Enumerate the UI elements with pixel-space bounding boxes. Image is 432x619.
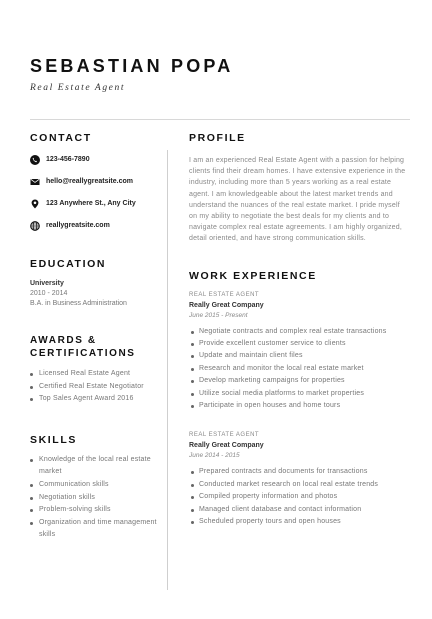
phone-icon xyxy=(30,155,40,165)
education-years: 2010 - 2014 xyxy=(30,290,68,297)
education-degree: B.A. in Business Administration xyxy=(30,300,127,307)
section-gap xyxy=(30,232,160,258)
job-duty: Conducted market research on local real estate trends xyxy=(189,479,407,491)
job-duty: Compiled property information and photos xyxy=(189,491,407,503)
job-duties-list xyxy=(189,326,407,413)
job-duty: Managed client database and contact information xyxy=(189,504,407,516)
job-duties-list xyxy=(189,466,407,528)
job-company: Really Great Company xyxy=(189,442,264,450)
right-column xyxy=(189,132,407,529)
skill-item: Problem-solving skills xyxy=(30,504,160,517)
candidate-title: Real Estate Agent xyxy=(30,83,126,93)
job-duty: Prepared contracts and documents for transactions xyxy=(189,466,407,478)
experience-heading: WORK EXPERIENCE xyxy=(189,269,317,282)
column-divider xyxy=(167,150,168,590)
job-duty: Utilize social media platforms to market properties xyxy=(189,388,407,400)
job-role: REAL ESTATE AGENT xyxy=(189,291,260,298)
contact-website-text: reallygreatsite.com xyxy=(46,222,110,229)
job-duty: Negotiate contracts and complex real estate transactions xyxy=(189,326,407,338)
left-column xyxy=(30,132,160,542)
skills-heading: SKILLS xyxy=(30,433,77,446)
award-item: Licensed Real Estate Agent xyxy=(30,368,160,381)
awards-heading xyxy=(30,334,160,360)
awards-heading-line-1: AWARDS & xyxy=(30,335,97,346)
contact-heading: CONTACT xyxy=(30,132,92,144)
job-dates: June 2015 - Present xyxy=(189,311,248,319)
profile-heading: PROFILE xyxy=(189,132,246,144)
contact-website xyxy=(30,220,160,232)
job-duty: Research and monitor the local real estate market xyxy=(189,363,407,375)
job-duty: Participate in open houses and home tours xyxy=(189,400,407,412)
skill-item: Communication skills xyxy=(30,479,160,492)
contact-list xyxy=(30,154,160,232)
job-duty: Scheduled property tours and open houses xyxy=(189,516,407,528)
contact-email-text: hello@reallygreatsite.com xyxy=(46,178,133,185)
candidate-name: SEBASTIAN POPA xyxy=(30,56,234,76)
skills-list xyxy=(30,454,160,542)
awards-list xyxy=(30,368,160,406)
profile-text: I am an experienced Real Estate Agent with a passion for helping clients find their dream homes. I have extensive experience in the industry, including more than 5 years working as a real estate agent. I am knowledgeable about the latest market trends and understand the nuances of the real estate market. I pride myself on my ability to negotiate the best deals for my clients and to navigate complex real estate agreements. I am highly organized, detail oriented, and have strong communication skills. xyxy=(189,157,406,243)
job-gap xyxy=(189,412,407,422)
job-entry xyxy=(189,432,407,528)
job-duty: Update and maintain client files xyxy=(189,350,407,362)
job-dates: June 2014 - 2015 xyxy=(189,452,240,460)
resume-header xyxy=(30,56,410,93)
globe-icon xyxy=(30,221,40,231)
section-gap xyxy=(30,307,160,334)
header-divider xyxy=(30,119,410,120)
education-heading: EDUCATION xyxy=(30,258,107,270)
job-role: REAL ESTATE AGENT xyxy=(189,432,260,439)
location-icon xyxy=(30,199,40,209)
award-item: Top Sales Agent Award 2016 xyxy=(30,393,160,406)
contact-address-text: 123 Anywhere St., Any City xyxy=(46,200,136,207)
section-gap xyxy=(30,406,160,434)
skill-item: Knowledge of the local real estate market xyxy=(30,454,160,479)
contact-phone-text: 123-456-7890 xyxy=(46,156,90,163)
job-duty: Develop marketing campaigns for properties xyxy=(189,375,407,387)
awards-heading-line-2: CERTIFICATIONS xyxy=(30,348,136,359)
skill-item: Negotiation skills xyxy=(30,492,160,505)
job-company: Really Great Company xyxy=(189,301,264,309)
job-entry xyxy=(189,292,407,413)
award-item: Certified Real Estate Negotiator xyxy=(30,381,160,394)
email-icon xyxy=(30,177,40,187)
contact-phone xyxy=(30,154,160,166)
job-duty: Provide excellent customer service to clients xyxy=(189,338,407,350)
contact-address xyxy=(30,198,160,210)
education-school: University xyxy=(30,280,64,287)
skill-item: Organization and time management skills xyxy=(30,517,160,542)
section-gap xyxy=(189,245,407,270)
contact-email xyxy=(30,176,160,188)
